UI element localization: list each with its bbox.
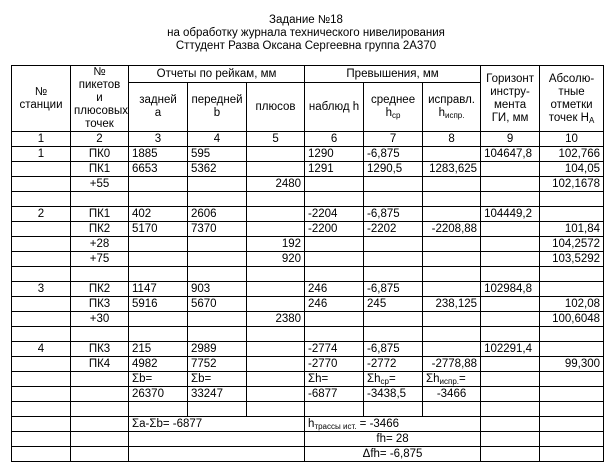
picket-cell bbox=[71, 192, 129, 207]
front-reading-cell: 595 bbox=[188, 147, 247, 162]
mean-h-cell: -2202 bbox=[364, 222, 423, 237]
document-title bbox=[0, 14, 612, 54]
table-row bbox=[12, 297, 604, 312]
elevation-cell bbox=[540, 282, 604, 297]
front-reading-cell bbox=[188, 192, 247, 207]
sum-hcp-label: $\Sigma h_{ср}=$ bbox=[364, 372, 423, 387]
horizon-cell: 104647,8 bbox=[481, 147, 540, 162]
picket-cell: ПК1 bbox=[71, 162, 129, 177]
empty-cell bbox=[71, 387, 129, 402]
back-reading-cell: 4982 bbox=[129, 357, 188, 372]
front-reading-cell bbox=[188, 267, 247, 282]
empty-cell bbox=[247, 372, 305, 387]
spacer-row bbox=[12, 402, 604, 417]
table-row bbox=[12, 192, 604, 207]
station-cell: 3 bbox=[12, 282, 71, 297]
picket-cell: +28 bbox=[71, 237, 129, 252]
observed-h-cell bbox=[305, 327, 364, 342]
front-reading-cell: 5670 bbox=[188, 297, 247, 312]
task-title: Задание №18 bbox=[269, 14, 343, 26]
empty-cell bbox=[481, 432, 540, 447]
elevation-cell bbox=[540, 327, 604, 342]
station-cell: 4 bbox=[12, 342, 71, 357]
horizon-cell bbox=[481, 192, 540, 207]
plus-reading-cell bbox=[247, 162, 305, 177]
table-row bbox=[12, 267, 604, 282]
empty-cell bbox=[481, 387, 540, 402]
horizon-cell bbox=[481, 312, 540, 327]
mean-h-cell: 1290,5 bbox=[364, 162, 423, 177]
picket-cell: ПК3 bbox=[71, 342, 129, 357]
horizon-cell bbox=[481, 252, 540, 267]
observed-h-cell: 1290 bbox=[305, 147, 364, 162]
empty-cell bbox=[247, 387, 305, 402]
elevation-cell: 102,766 bbox=[540, 147, 604, 162]
empty-cell bbox=[12, 432, 71, 447]
empty-cell bbox=[305, 402, 364, 417]
sum-hcp-value: -3438,5 bbox=[364, 387, 423, 402]
back-reading-cell bbox=[129, 267, 188, 282]
back-reading-cell bbox=[129, 312, 188, 327]
empty-cell bbox=[71, 417, 129, 432]
elevation-cell bbox=[540, 267, 604, 282]
mean-h-cell: -6,875 bbox=[364, 147, 423, 162]
sum-b-label: Σb= bbox=[188, 372, 247, 387]
elevation-cell: 103,5292 bbox=[540, 252, 604, 267]
elevation-cell: 104,2572 bbox=[540, 237, 604, 252]
mean-h-cell: -6,875 bbox=[364, 207, 423, 222]
horizon-cell bbox=[481, 177, 540, 192]
front-reading-cell: 7370 bbox=[188, 222, 247, 237]
empty-cell bbox=[12, 402, 71, 417]
empty-cell bbox=[423, 402, 481, 417]
back-reading-cell: 5916 bbox=[129, 297, 188, 312]
elevation-cell: 101,84 bbox=[540, 222, 604, 237]
totals-row-2 bbox=[12, 432, 604, 447]
back-reading-cell: 215 bbox=[129, 342, 188, 357]
empty-cell bbox=[540, 402, 604, 417]
plus-reading-cell: 920 bbox=[247, 252, 305, 267]
picket-cell bbox=[71, 267, 129, 282]
station-cell bbox=[12, 222, 71, 237]
col-number: 5 bbox=[247, 132, 305, 147]
header-pickets: № пикетов и плюсовых точек bbox=[71, 66, 129, 132]
elevation-cell: 100,6048 bbox=[540, 312, 604, 327]
back-reading-cell: 402 bbox=[129, 207, 188, 222]
picket-cell bbox=[71, 327, 129, 342]
table-row bbox=[12, 147, 604, 162]
back-reading-cell bbox=[129, 252, 188, 267]
sum-hcorr-label: $\Sigma h_{испр.}=$ bbox=[423, 372, 481, 387]
totals-row-1 bbox=[12, 417, 604, 432]
header-corrected: исправл. $h_{испр.}$ bbox=[423, 83, 481, 132]
sum-difference: Σa-Σb= -6877 bbox=[129, 417, 305, 432]
empty-cell bbox=[71, 447, 129, 462]
empty-cell bbox=[364, 402, 423, 417]
empty-cell bbox=[71, 402, 129, 417]
sum-label-row bbox=[12, 372, 604, 387]
sum-b-value: 33247 bbox=[188, 387, 247, 402]
correction-dfh: Δfh= -6,875 bbox=[305, 447, 481, 462]
observed-h-cell: -2200 bbox=[305, 222, 364, 237]
observed-h-cell bbox=[305, 192, 364, 207]
sum-value-row bbox=[12, 387, 604, 402]
corrected-h-cell: -2778,88 bbox=[423, 357, 481, 372]
empty-cell bbox=[540, 387, 604, 402]
header-station: № станции bbox=[12, 66, 71, 132]
observed-h-cell: 246 bbox=[305, 282, 364, 297]
corrected-h-cell bbox=[423, 237, 481, 252]
front-reading-cell bbox=[188, 312, 247, 327]
empty-cell bbox=[540, 372, 604, 387]
horizon-cell: 102291,4 bbox=[481, 342, 540, 357]
front-reading-cell: 7752 bbox=[188, 357, 247, 372]
plus-reading-cell bbox=[247, 267, 305, 282]
elevation-cell bbox=[540, 192, 604, 207]
plus-reading-cell: 192 bbox=[247, 237, 305, 252]
h-trassy: $h_{трассы ист.} = -3466$ bbox=[305, 417, 481, 432]
horizon-cell bbox=[481, 297, 540, 312]
empty-cell bbox=[540, 417, 604, 432]
table-row bbox=[12, 252, 604, 267]
elevation-cell: 99,300 bbox=[540, 357, 604, 372]
picket-cell: ПК4 bbox=[71, 357, 129, 372]
station-cell bbox=[12, 267, 71, 282]
empty-cell bbox=[12, 387, 71, 402]
plus-reading-cell: 2380 bbox=[247, 312, 305, 327]
picket-cell: +30 bbox=[71, 312, 129, 327]
station-cell bbox=[12, 327, 71, 342]
mean-h-cell: 245 bbox=[364, 297, 423, 312]
column-number-row bbox=[12, 132, 604, 147]
plus-reading-cell bbox=[247, 297, 305, 312]
sum-a-label: Σb= bbox=[129, 372, 188, 387]
observed-h-cell: -2774 bbox=[305, 342, 364, 357]
horizon-cell bbox=[481, 327, 540, 342]
plus-reading-cell: 2480 bbox=[247, 177, 305, 192]
plus-reading-cell bbox=[247, 282, 305, 297]
header-plus: плюсов bbox=[247, 83, 305, 132]
front-reading-cell bbox=[188, 237, 247, 252]
col-number: 6 bbox=[305, 132, 364, 147]
elevation-cell: 102,1678 bbox=[540, 177, 604, 192]
col-number: 10 bbox=[540, 132, 604, 147]
empty-cell bbox=[481, 447, 540, 462]
horizon-cell bbox=[481, 222, 540, 237]
observed-h-cell bbox=[305, 177, 364, 192]
table-row bbox=[12, 282, 604, 297]
mean-h-cell: -2772 bbox=[364, 357, 423, 372]
observed-h-cell bbox=[305, 252, 364, 267]
mean-h-cell bbox=[364, 252, 423, 267]
elevation-cell: 102,08 bbox=[540, 297, 604, 312]
header-readings: Отчеты по рейкам, мм bbox=[129, 66, 305, 83]
corrected-h-cell bbox=[423, 177, 481, 192]
plus-reading-cell bbox=[247, 192, 305, 207]
horizon-cell bbox=[481, 162, 540, 177]
empty-cell bbox=[12, 372, 71, 387]
col-number: 7 bbox=[364, 132, 423, 147]
elevation-cell: 104,05 bbox=[540, 162, 604, 177]
picket-cell: +75 bbox=[71, 252, 129, 267]
empty-cell bbox=[129, 447, 305, 462]
back-reading-cell: 5170 bbox=[129, 222, 188, 237]
table-row bbox=[12, 162, 604, 177]
mean-h-cell: -6,875 bbox=[364, 342, 423, 357]
elevation-cell bbox=[540, 342, 604, 357]
table-row bbox=[12, 237, 604, 252]
picket-cell: ПК3 bbox=[71, 297, 129, 312]
mean-h-cell: -6,875 bbox=[364, 282, 423, 297]
empty-cell bbox=[129, 432, 305, 447]
picket-cell: +55 bbox=[71, 177, 129, 192]
table-row bbox=[12, 222, 604, 237]
station-cell bbox=[12, 312, 71, 327]
observed-h-cell bbox=[305, 267, 364, 282]
horizon-cell: 102984,8 bbox=[481, 282, 540, 297]
back-reading-cell bbox=[129, 237, 188, 252]
horizon-cell bbox=[481, 237, 540, 252]
header-mean: среднее $h_{ср}$ bbox=[364, 83, 423, 132]
station-cell bbox=[12, 177, 71, 192]
front-reading-cell: 5362 bbox=[188, 162, 247, 177]
observed-h-cell: 246 bbox=[305, 297, 364, 312]
front-reading-cell: 903 bbox=[188, 282, 247, 297]
table-row bbox=[12, 357, 604, 372]
plus-reading-cell bbox=[247, 327, 305, 342]
header-horizon: Горизонт инстру-мента ГИ, мм bbox=[481, 66, 540, 132]
front-reading-cell bbox=[188, 252, 247, 267]
col-number: 8 bbox=[423, 132, 481, 147]
observed-h-cell bbox=[305, 237, 364, 252]
corrected-h-cell: 238,125 bbox=[423, 297, 481, 312]
mean-h-cell bbox=[364, 312, 423, 327]
back-reading-cell: 6653 bbox=[129, 162, 188, 177]
empty-cell bbox=[129, 402, 188, 417]
observed-h-cell bbox=[305, 312, 364, 327]
corrected-h-cell: -2208,88 bbox=[423, 222, 481, 237]
col-number: 4 bbox=[188, 132, 247, 147]
picket-cell: ПК1 bbox=[71, 207, 129, 222]
mean-h-cell bbox=[364, 237, 423, 252]
back-reading-cell: 1885 bbox=[129, 147, 188, 162]
corrected-h-cell bbox=[423, 282, 481, 297]
corrected-h-cell bbox=[423, 327, 481, 342]
empty-cell bbox=[540, 432, 604, 447]
corrected-h-cell bbox=[423, 192, 481, 207]
station-cell bbox=[12, 357, 71, 372]
station-cell bbox=[12, 237, 71, 252]
task-subtitle: на обработку журнала технического нивелирования bbox=[167, 27, 445, 40]
station-cell bbox=[12, 192, 71, 207]
back-reading-cell bbox=[129, 192, 188, 207]
misclosure-fh: fh= 28 bbox=[305, 432, 481, 447]
station-cell: 2 bbox=[12, 207, 71, 222]
station-cell: 1 bbox=[12, 147, 71, 162]
totals-row-3 bbox=[12, 447, 604, 462]
plus-reading-cell bbox=[247, 357, 305, 372]
corrected-h-cell bbox=[423, 342, 481, 357]
horizon-cell bbox=[481, 267, 540, 282]
header-observed: наблюд h bbox=[305, 83, 364, 132]
table-row bbox=[12, 327, 604, 342]
corrected-h-cell bbox=[423, 147, 481, 162]
front-reading-cell bbox=[188, 327, 247, 342]
empty-cell bbox=[481, 402, 540, 417]
observed-h-cell: 1291 bbox=[305, 162, 364, 177]
header-front: передней b bbox=[188, 83, 247, 132]
observed-h-cell: -2204 bbox=[305, 207, 364, 222]
mean-h-cell bbox=[364, 177, 423, 192]
table-row bbox=[12, 342, 604, 357]
table-row bbox=[12, 312, 604, 327]
station-cell bbox=[12, 252, 71, 267]
picket-cell: ПК0 bbox=[71, 147, 129, 162]
front-reading-cell bbox=[188, 177, 247, 192]
back-reading-cell: 1147 bbox=[129, 282, 188, 297]
horizon-cell: 104449,2 bbox=[481, 207, 540, 222]
student-line: Сттудент Разва Оксана Сергеевна группа 2А370 bbox=[175, 40, 437, 53]
sum-a-value: 26370 bbox=[129, 387, 188, 402]
sum-h-value: -6877 bbox=[305, 387, 364, 402]
col-number: 3 bbox=[129, 132, 188, 147]
horizon-cell bbox=[481, 357, 540, 372]
col-number: 1 bbox=[12, 132, 71, 147]
leveling-journal-table bbox=[11, 65, 604, 462]
mean-h-cell bbox=[364, 327, 423, 342]
empty-cell bbox=[12, 447, 71, 462]
corrected-h-cell bbox=[423, 252, 481, 267]
mean-h-cell bbox=[364, 267, 423, 282]
plus-reading-cell bbox=[247, 342, 305, 357]
elevation-cell bbox=[540, 207, 604, 222]
empty-cell bbox=[247, 402, 305, 417]
header-elevations: Превышения, мм bbox=[305, 66, 481, 83]
station-cell bbox=[12, 297, 71, 312]
col-number: 9 bbox=[481, 132, 540, 147]
picket-cell: ПК2 bbox=[71, 222, 129, 237]
sum-h-label: Σh= bbox=[305, 372, 364, 387]
corrected-h-cell bbox=[423, 207, 481, 222]
plus-reading-cell bbox=[247, 147, 305, 162]
header-absolute: Абсолю-тные отметки точек $H_A$ bbox=[540, 66, 604, 132]
front-reading-cell: 2606 bbox=[188, 207, 247, 222]
back-reading-cell bbox=[129, 177, 188, 192]
observed-h-cell: -2770 bbox=[305, 357, 364, 372]
plus-reading-cell bbox=[247, 222, 305, 237]
plus-reading-cell bbox=[247, 207, 305, 222]
header-row-1 bbox=[12, 66, 604, 83]
front-reading-cell: 2989 bbox=[188, 342, 247, 357]
corrected-h-cell bbox=[423, 267, 481, 282]
back-reading-cell bbox=[129, 327, 188, 342]
empty-cell bbox=[188, 402, 247, 417]
table-row bbox=[12, 177, 604, 192]
col-number: 2 bbox=[71, 132, 129, 147]
empty-cell bbox=[71, 372, 129, 387]
station-cell bbox=[12, 162, 71, 177]
sum-hcorr-value: -3466 bbox=[423, 387, 481, 402]
picket-cell: ПК2 bbox=[71, 282, 129, 297]
empty-cell bbox=[71, 432, 129, 447]
mean-h-cell bbox=[364, 192, 423, 207]
empty-cell bbox=[481, 372, 540, 387]
empty-cell bbox=[540, 447, 604, 462]
empty-cell bbox=[481, 417, 540, 432]
header-back: задней a bbox=[129, 83, 188, 132]
corrected-h-cell bbox=[423, 312, 481, 327]
table-row bbox=[12, 207, 604, 222]
corrected-h-cell: 1283,625 bbox=[423, 162, 481, 177]
empty-cell bbox=[12, 417, 71, 432]
